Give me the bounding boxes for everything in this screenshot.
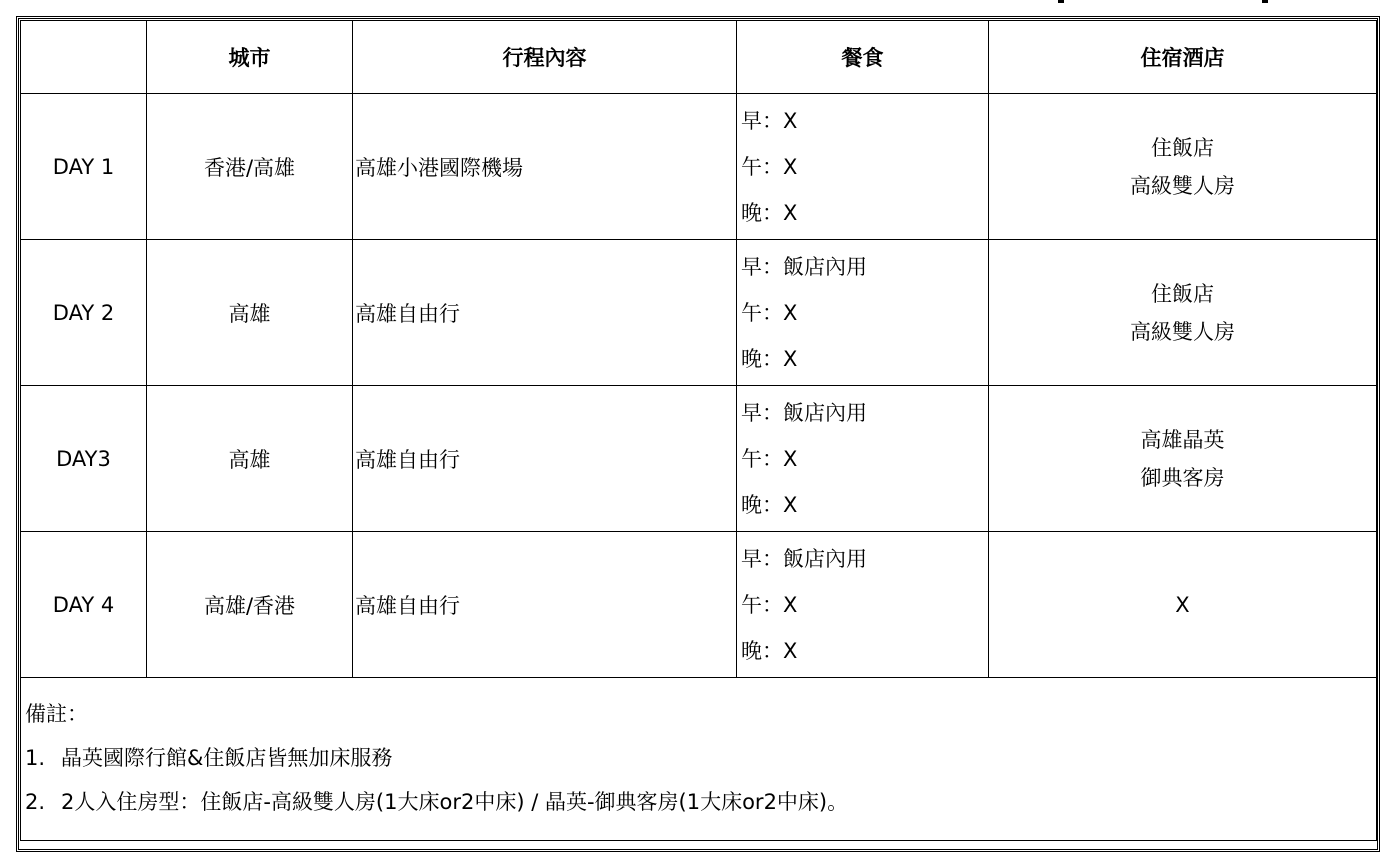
hotel-cell	[989, 532, 1377, 678]
meals-cell	[737, 94, 989, 240]
city-cell: 高雄/香港	[147, 532, 353, 678]
hotel-name: X	[1175, 592, 1190, 617]
hotel-cell	[989, 94, 1377, 240]
meal-breakfast: 早：飯店內用	[741, 546, 867, 571]
content-cell: 高雄自由行	[353, 386, 737, 532]
top-edge-mark	[1058, 0, 1064, 3]
day-cell: DAY 1	[21, 94, 147, 240]
meal-dinner: 晚：X	[741, 200, 798, 225]
note-item	[25, 736, 1372, 780]
note-item	[25, 780, 1372, 824]
header-day	[21, 21, 147, 94]
room-type: 御典客房	[1140, 465, 1225, 490]
meal-dinner: 晚：X	[741, 346, 798, 371]
hotel-name: 住飯店	[1151, 281, 1214, 306]
note-text: 2人入住房型：住飯店-高級雙人房(1大床or2中床) / 晶英-御典客房(1大床or2中床)。	[61, 790, 849, 814]
city-cell: 香港/高雄	[147, 94, 353, 240]
meals-cell	[737, 240, 989, 386]
table-row	[21, 532, 1377, 678]
note-number: 1.	[25, 746, 46, 770]
table-row	[21, 94, 1377, 240]
header-hotel: 住宿酒店	[989, 21, 1377, 94]
hotel-name: 住飯店	[1151, 135, 1214, 160]
table-row	[21, 386, 1377, 532]
meal-breakfast: 早：飯店內用	[741, 400, 867, 425]
meal-breakfast: 早：飯店內用	[741, 254, 867, 279]
day-cell: DAY 4	[21, 532, 147, 678]
meal-lunch: 午：X	[741, 300, 798, 325]
city-cell: 高雄	[147, 240, 353, 386]
hotel-cell	[989, 240, 1377, 386]
meal-lunch: 午：X	[741, 154, 798, 179]
meal-lunch: 午：X	[741, 592, 798, 617]
note-number: 2.	[25, 790, 46, 814]
notes-cell	[21, 678, 1377, 841]
note-text: 晶英國際行館&住飯店皆無加床服務	[61, 746, 393, 770]
hotel-cell	[989, 386, 1377, 532]
meals-cell	[737, 386, 989, 532]
meal-dinner: 晚：X	[741, 638, 798, 663]
table-row	[21, 240, 1377, 386]
room-type: 高級雙人房	[1130, 173, 1235, 198]
itinerary-table	[20, 20, 1377, 841]
header-city: 城市	[147, 21, 353, 94]
day-cell: DAY3	[21, 386, 147, 532]
header-content: 行程內容	[353, 21, 737, 94]
content-cell: 高雄自由行	[353, 532, 737, 678]
content-cell: 高雄自由行	[353, 240, 737, 386]
meals-cell	[737, 532, 989, 678]
meal-dinner: 晚：X	[741, 492, 798, 517]
notes-title: 備註：	[25, 702, 88, 726]
meal-lunch: 午：X	[741, 446, 798, 471]
notes-row	[21, 678, 1377, 841]
meal-breakfast: 早：X	[741, 108, 798, 133]
top-edge-mark	[1262, 0, 1268, 3]
header-row	[21, 21, 1377, 94]
content-cell: 高雄小港國際機場	[353, 94, 737, 240]
room-type: 高級雙人房	[1130, 319, 1235, 344]
hotel-name: 高雄晶英	[1140, 427, 1225, 452]
day-cell: DAY 2	[21, 240, 147, 386]
header-meals: 餐食	[737, 21, 989, 94]
city-cell: 高雄	[147, 386, 353, 532]
